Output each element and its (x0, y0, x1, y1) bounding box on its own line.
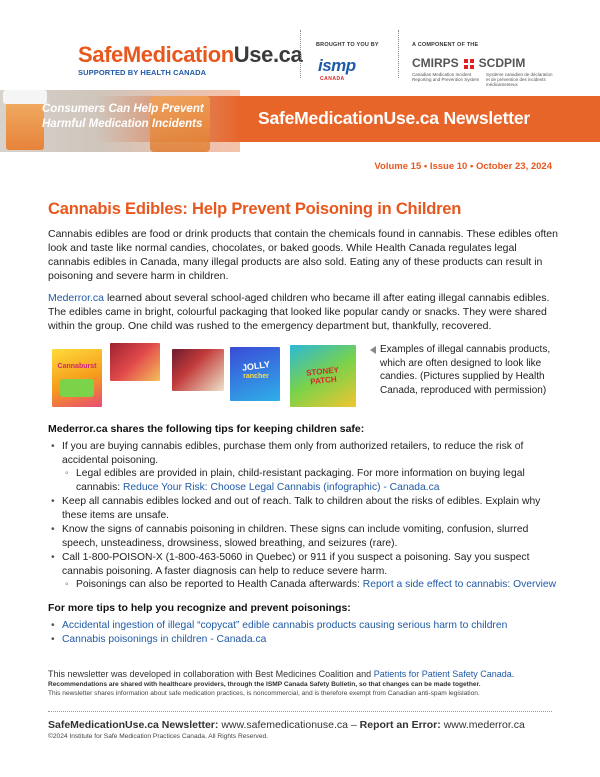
article (48, 200, 558, 657)
more-tips-heading: For more tips to help you recognize and prevent poisonings: (48, 601, 351, 614)
component-label: A COMPONENT OF THE (412, 42, 479, 48)
tip-item: • If you are buying cannabis edibles, purchase them only from authorized retailers, to reduce the risk of accidental poisoning. ◦ Legal edibles are provided in plain, child-resistant packaging. For more information on buying legal cannabis: Reduce Your Risk: Choose Legal Cannabis (infographic) - Canada.ca (48, 440, 558, 494)
tip-item: • Call 1-800-POISON-X (1-800-463-5060 in Quebec) or 911 if you suspect a poisoning. Say you suspect cannabis poisoning. A faster diagnosis can help to reduce severe harm. ◦ Poisonings can also be reported to Health Canada afterwards: Report a side effect to cannabis: Overview (48, 551, 558, 592)
copycat-edibles-link[interactable]: Accidental ingestion of illegal “copycat” edible cannabis products causing serious harm to children (62, 619, 508, 631)
more-links-list (48, 619, 558, 647)
banner-tagline: Consumers Can Help Prevent Harmful Medication Incidents (42, 103, 204, 130)
article-paragraph: Cannabis edibles are food or drink products that contain the chemicals found in cannabis. These edibles often look and taste like normal candies, chocolates, or baked goods. While Health Canada regulates legal cannabis edibles in Canada, many illegal products are also sold. Eating any of these products can result in poisoning and severe harm in children. (48, 228, 558, 282)
product-image: STONEY PATCH (290, 345, 356, 407)
list-item (48, 633, 558, 647)
brand-subtitle: SUPPORTED BY HEALTH CANADA (78, 68, 207, 77)
brand-name: SafeMedicationUse.ca (78, 42, 303, 67)
banner-photo (0, 90, 240, 152)
product-image: Cannaburst (52, 349, 102, 407)
caption-arrow-icon (370, 346, 376, 354)
report-error-url[interactable]: www.mederror.ca (443, 719, 525, 731)
ismp-logo-text: ismp (318, 56, 356, 75)
legal-cannabis-link[interactable]: Reduce Your Risk: Choose Legal Cannabis (infographic) - Canada.ca (122, 481, 440, 493)
tip-item: • Keep all cannabis edibles locked and out of reach. Talk to children about the risks of edibles. Explain why these items are unsafe. (48, 495, 558, 522)
copyright: ©2024 Institute for Safe Medication Practices Canada. All Rights Reserved. (48, 733, 269, 740)
banner-title: SafeMedicationUse.ca Newsletter (258, 108, 530, 128)
newsletter-url[interactable]: www.safemedicationuse.ca (221, 719, 348, 731)
maple-leaf-icon (463, 57, 475, 69)
cannabis-poisonings-link[interactable]: Cannabis poisonings in children - Canada.ca (62, 634, 267, 645)
image-caption: Examples of illegal cannabis products, which are often designed to look like candies. (Pictures supplied by Health Canada, reproduced with permission) (380, 344, 551, 396)
cmirps-en: CMIRPS (412, 56, 459, 70)
footer-note: This newsletter was developed in collaboration with Best Medicines Coalition and Patients for Patient Safety Canada. Recommendations are shared with healthcare providers, through the ISMP Canada Safety Bulletin, so that changes can be made together. This newsletter shares information about safe medication practices, is noncommercial, and is therefore exempt from Canadian anti-spam legislation. (48, 668, 568, 698)
cmirps-fr: SCDPIM (478, 56, 526, 70)
issue-info: Volume 15 • Issue 10 • October 23, 2024 (374, 161, 552, 172)
ismp-logo[interactable] (318, 56, 362, 80)
patients-safety-link[interactable]: Patients for Patient Safety Canada (373, 669, 512, 679)
mederror-link[interactable]: Mederror.ca (48, 292, 105, 304)
header-divider (398, 30, 399, 78)
product-image (110, 343, 160, 381)
tip-subitem: ◦ Legal edibles are provided in plain, child-resistant packaging. For more information on buying legal cannabis: Reduce Your Risk: Choose Legal Cannabis (infographic) - Canada.ca (62, 467, 558, 494)
cmirps-en-desc: Canadian Medication Incident Reporting and Prevention System (412, 72, 480, 82)
brand-logo[interactable] (78, 44, 302, 77)
product-images (48, 341, 558, 413)
cmirps-fr-desc: Système canadien de déclaration et de prévention des incidents médicamenteux (486, 72, 553, 87)
article-title: Cannabis Edibles: Help Prevent Poisoning in Children (48, 200, 462, 218)
list-item (48, 619, 558, 633)
tip-item: • Know the signs of cannabis poisoning in children. These signs can include vomiting, confusion, slurred speech, unsteadiness, drowsiness, slowed breathing, and seizures (rare). (48, 523, 558, 550)
product-image: JOLLY rancher (230, 347, 280, 401)
pill-bottle-image (6, 92, 44, 150)
tips-heading: Mederror.ca shares the following tips for keeping children safe: (48, 423, 365, 435)
header (0, 0, 600, 96)
footer: SafeMedicationUse.ca Newsletter: www.safemedicationuse.ca – Report an Error: www.mederror.ca ©2024 Institute for Safe Medication Practices Canada. All Rights Reserved. (48, 718, 568, 741)
header-divider (300, 30, 301, 78)
recommendations-note: Recommendations are shared with healthcare providers, through the ISMP Canada Safety Bulletin, so that changes can be made together. (48, 681, 481, 688)
footer-divider (48, 711, 552, 712)
article-paragraph: Mederror.ca learned about several school-aged children who became ill after eating illegal cannabis edibles. The edibles came in bright, colourful packaging that looked like popular candy or snacks. They were shared within the group. One child was rushed to the emergency department but, thankfully, recovered. (48, 292, 550, 332)
ismp-logo-sub: CANADA (320, 76, 345, 82)
tip-subitem: ◦ Poisonings can also be reported to Health Canada afterwards: Report a side effect to cannabis: Overview (62, 578, 558, 592)
cmirps-logo[interactable] (412, 56, 562, 87)
disclaimer-note: This newsletter shares information about safe medication practices, is noncommercial, and is therefore exempt from Canadian anti-spam legislation. (48, 690, 480, 697)
product-image (172, 349, 224, 391)
tips-list (48, 440, 558, 592)
report-side-effect-link[interactable]: Report a side effect to cannabis: Overview (362, 579, 557, 590)
brought-label: BROUGHT TO YOU BY (316, 42, 379, 48)
